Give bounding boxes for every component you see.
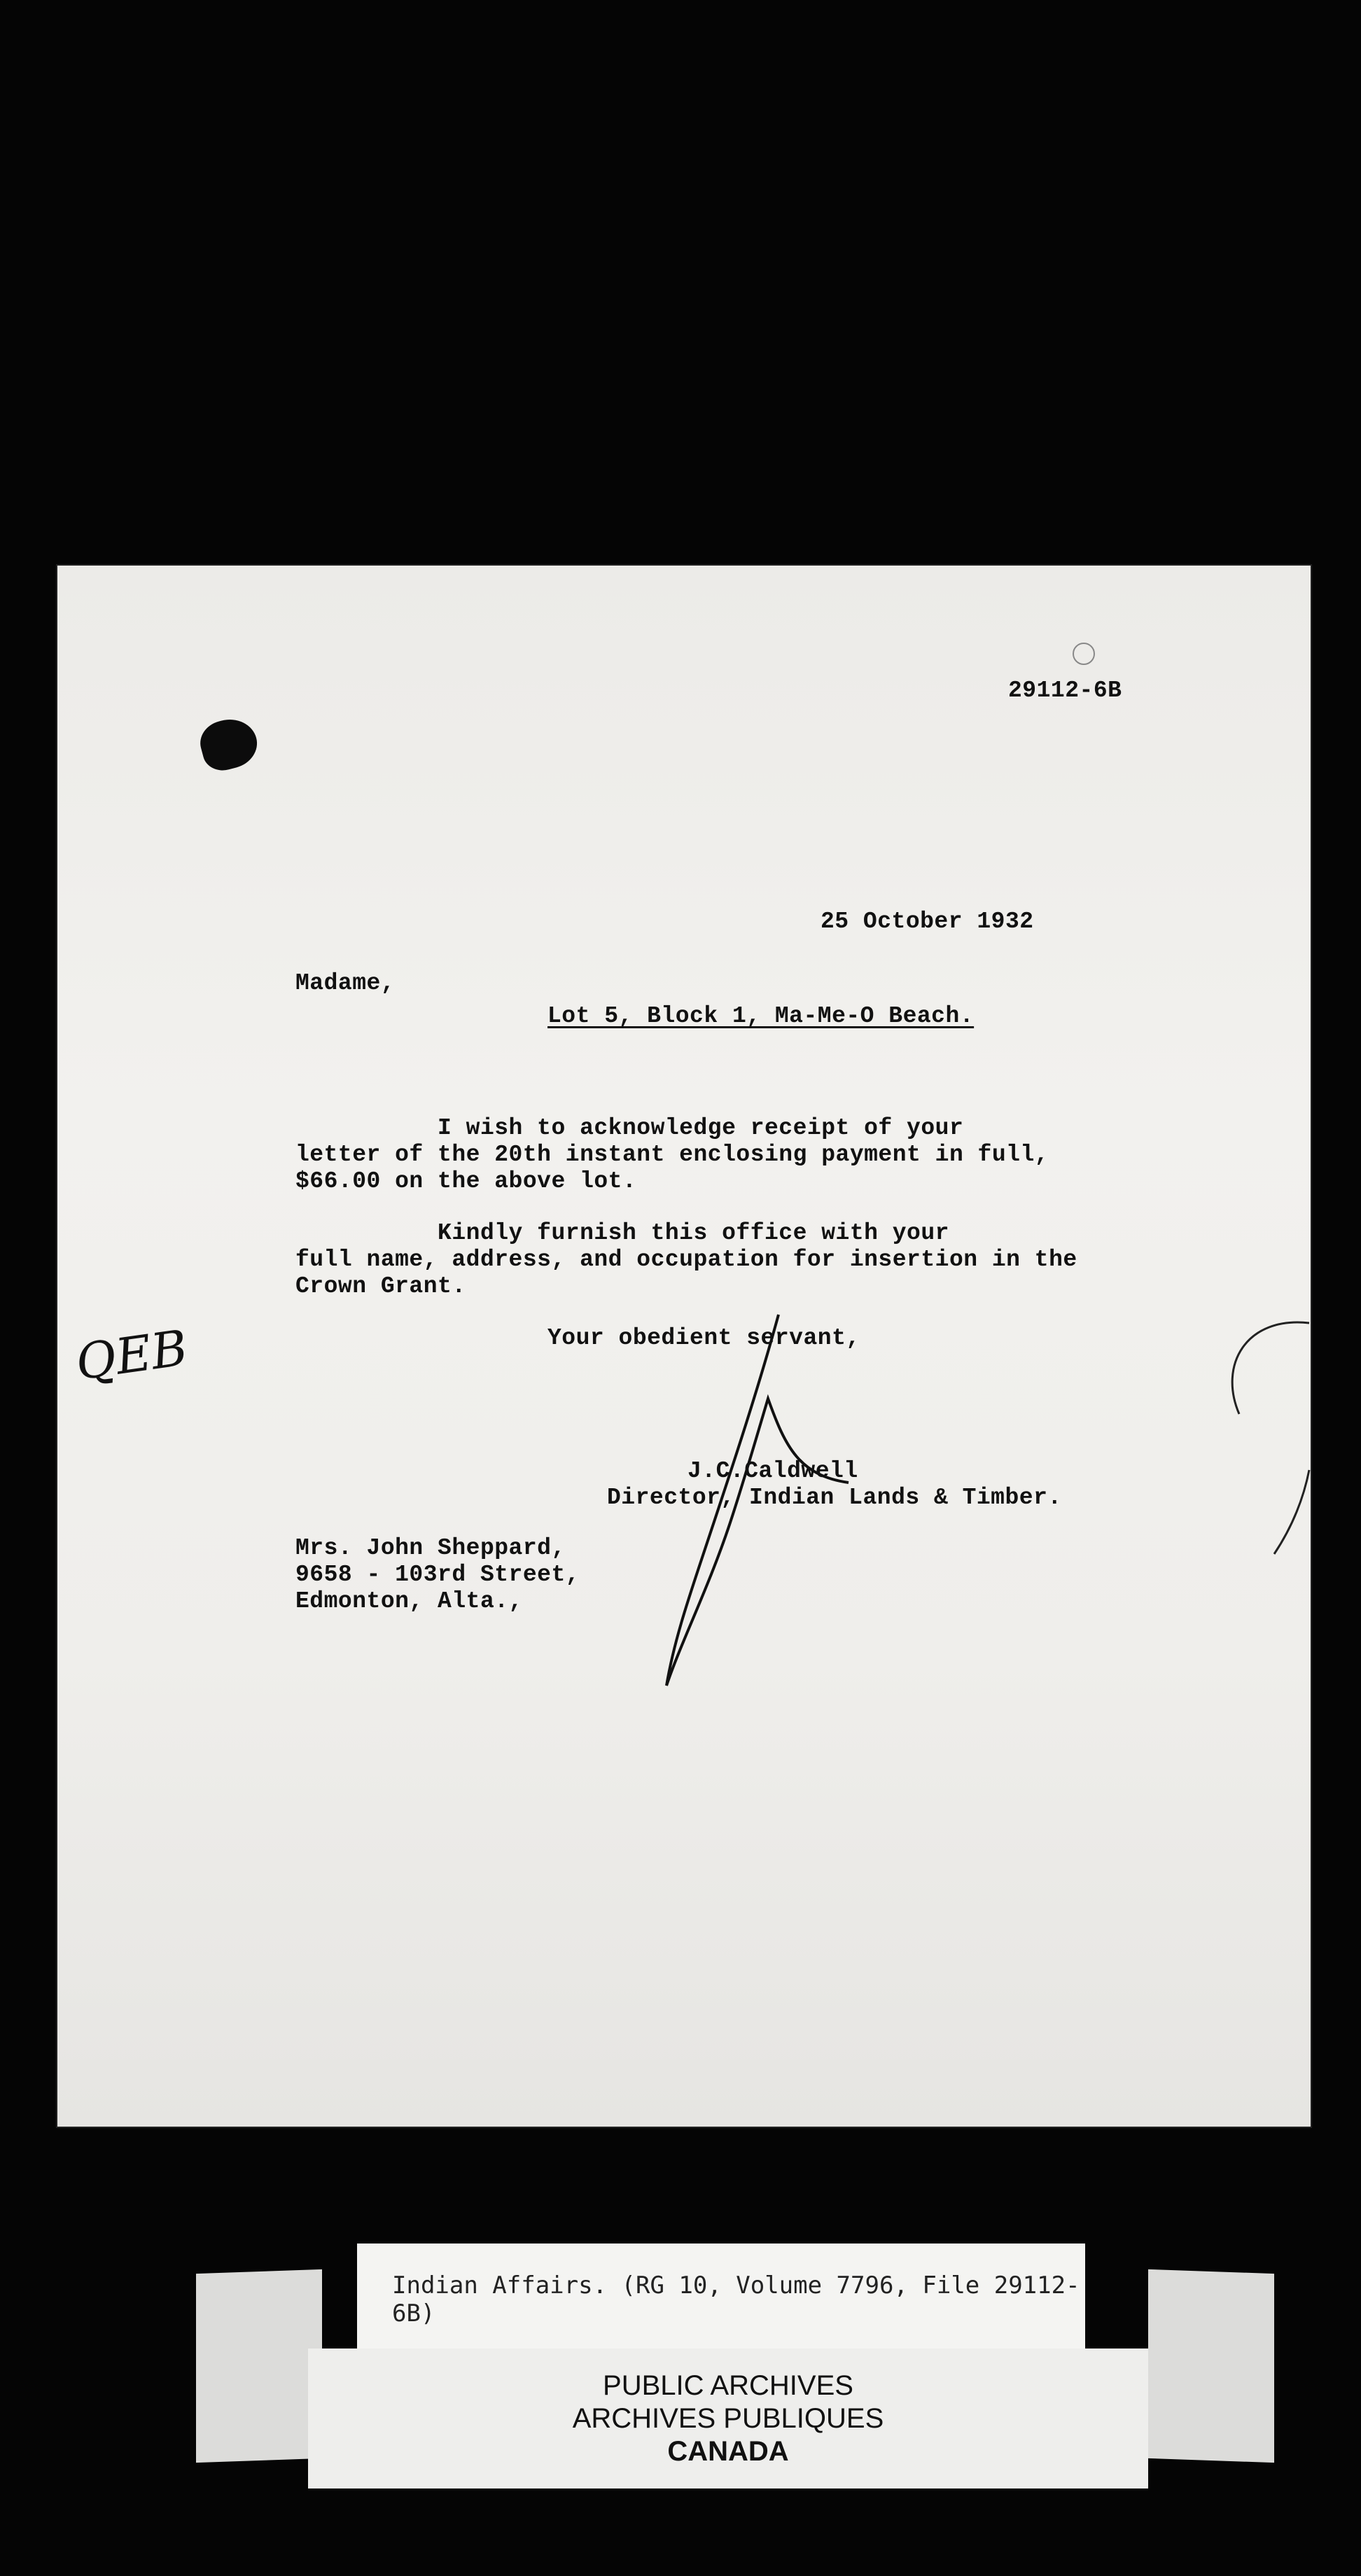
recipient-line-2: 9658 - 103rd Street,	[295, 1562, 580, 1588]
paragraph-1-line-1: I wish to acknowledge receipt of your	[295, 1115, 964, 1141]
file-number: 29112-6B	[1008, 678, 1122, 704]
margin-initials: QEB	[72, 1319, 191, 1392]
closing: Your obedient servant,	[547, 1325, 860, 1351]
stamp-line-3: CANADA	[667, 2436, 789, 2467]
punch-hole-small	[1073, 643, 1095, 665]
paragraph-2-line-2: full name, address, and occupation for insertion in the	[295, 1247, 1077, 1273]
archive-reference: Indian Affairs. (RG 10, Volume 7796, File 29112-6B)	[392, 2272, 1080, 2328]
label-tab-right	[1148, 2269, 1274, 2463]
signer-title: Director, Indian Lands & Timber.	[607, 1485, 1062, 1511]
paragraph-1-line-3: $66.00 on the above lot.	[295, 1168, 637, 1194]
paragraph-2-line-1: Kindly furnish this office with your	[295, 1220, 949, 1246]
recipient-line-1: Mrs. John Sheppard,	[295, 1535, 566, 1561]
punch-hole	[195, 713, 262, 775]
letter-page	[57, 566, 1311, 2127]
margin-pencil-mark	[1204, 1309, 1316, 1561]
recipient-line-3: Edmonton, Alta.,	[295, 1588, 523, 1614]
paragraph-1-line-2: letter of the 20th instant enclosing payment in full,	[295, 1142, 1049, 1168]
paragraph-2-line-3: Crown Grant.	[295, 1273, 466, 1299]
archive-reference-label	[357, 2244, 1085, 2348]
signer-name: J.C.Caldwell	[688, 1458, 858, 1484]
stamp-line-2: ARCHIVES PUBLIQUES	[572, 2403, 884, 2434]
label-tab-left	[196, 2269, 322, 2463]
subject-line: Lot 5, Block 1, Ma-Me-O Beach.	[547, 1003, 975, 1029]
letter-date: 25 October 1932	[821, 909, 1034, 934]
stamp-line-1: PUBLIC ARCHIVES	[603, 2370, 853, 2401]
archive-stamp	[308, 2348, 1148, 2488]
salutation: Madame,	[295, 970, 396, 996]
